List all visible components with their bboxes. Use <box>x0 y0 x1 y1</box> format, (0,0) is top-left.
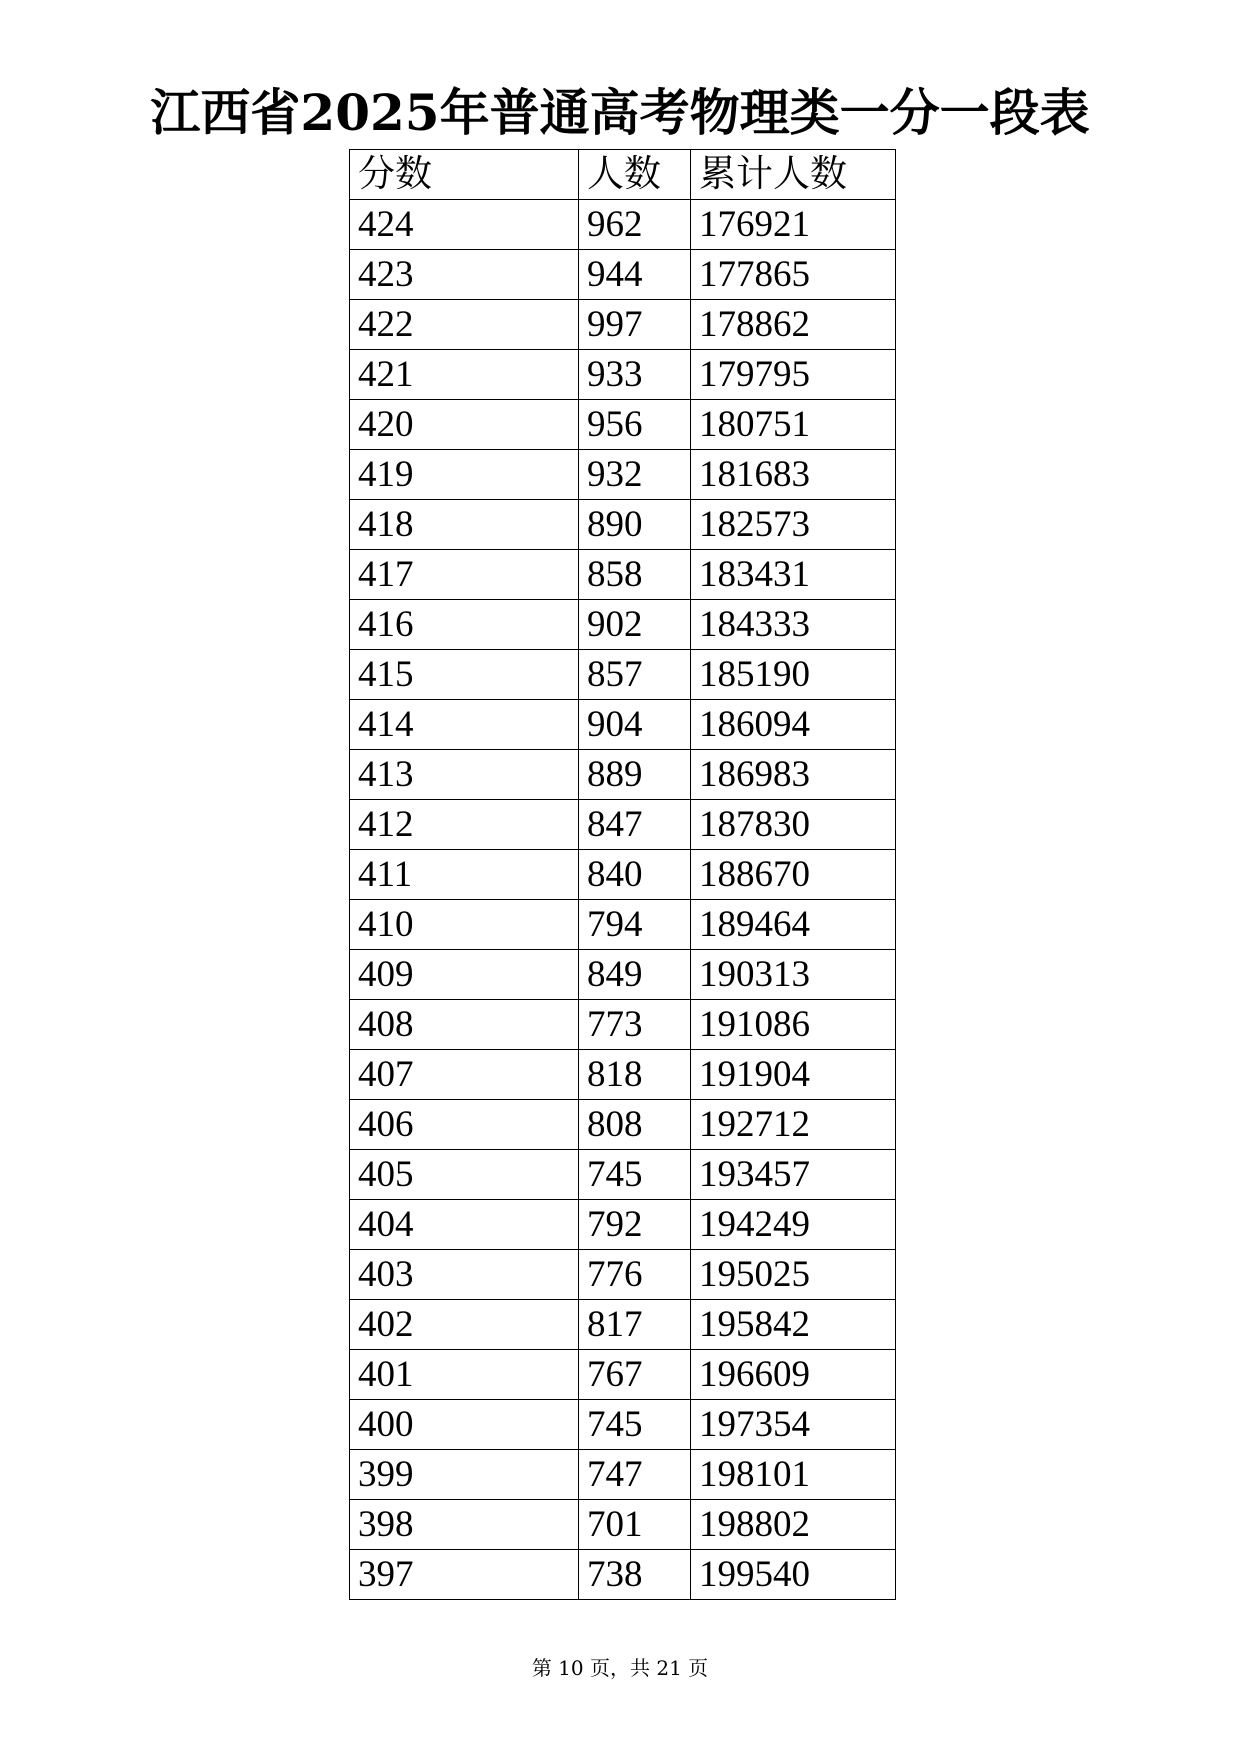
table-row <box>350 950 896 1000</box>
cell-cumulative: 191086 <box>691 1000 896 1050</box>
cell-cumulative: 176921 <box>691 200 896 250</box>
cell-score: 423 <box>350 250 579 300</box>
cell-count: 817 <box>579 1300 691 1350</box>
cell-score: 419 <box>350 450 579 500</box>
cell-count: 745 <box>579 1400 691 1450</box>
cell-cumulative: 197354 <box>691 1400 896 1450</box>
table-row <box>350 900 896 950</box>
table-row <box>350 400 896 450</box>
cell-count: 904 <box>579 700 691 750</box>
cell-cumulative: 194249 <box>691 1200 896 1250</box>
cell-cumulative: 186983 <box>691 750 896 800</box>
cell-score: 402 <box>350 1300 579 1350</box>
cell-count: 792 <box>579 1200 691 1250</box>
table-row <box>350 700 896 750</box>
cell-count: 767 <box>579 1350 691 1400</box>
cell-count: 890 <box>579 500 691 550</box>
cell-count: 818 <box>579 1050 691 1100</box>
table-row <box>350 1400 896 1450</box>
cell-count: 701 <box>579 1500 691 1550</box>
cell-score: 410 <box>350 900 579 950</box>
table-row <box>350 1300 896 1350</box>
cell-cumulative: 198802 <box>691 1500 896 1550</box>
cell-score: 406 <box>350 1100 579 1150</box>
cell-score: 399 <box>350 1450 579 1500</box>
header-count: 人数 <box>579 150 691 200</box>
table-row <box>350 1000 896 1050</box>
table-row <box>350 200 896 250</box>
table-header-row <box>350 150 896 200</box>
cell-score: 422 <box>350 300 579 350</box>
table-row <box>350 1200 896 1250</box>
table-row <box>350 350 896 400</box>
cell-cumulative: 189464 <box>691 900 896 950</box>
cell-score: 408 <box>350 1000 579 1050</box>
table-row <box>350 1250 896 1300</box>
cell-score: 418 <box>350 500 579 550</box>
header-cumulative: 累计人数 <box>691 150 896 200</box>
cell-count: 847 <box>579 800 691 850</box>
cell-cumulative: 179795 <box>691 350 896 400</box>
cell-count: 944 <box>579 250 691 300</box>
cell-count: 745 <box>579 1150 691 1200</box>
table-row <box>350 500 896 550</box>
cell-cumulative: 187830 <box>691 800 896 850</box>
cell-count: 849 <box>579 950 691 1000</box>
cell-count: 776 <box>579 1250 691 1300</box>
cell-cumulative: 177865 <box>691 250 896 300</box>
table-row <box>350 750 896 800</box>
cell-cumulative: 198101 <box>691 1450 896 1500</box>
cell-count: 932 <box>579 450 691 500</box>
cell-score: 415 <box>350 650 579 700</box>
cell-score: 404 <box>350 1200 579 1250</box>
cell-count: 933 <box>579 350 691 400</box>
table-row <box>350 600 896 650</box>
page-footer: 第 10 页，共 21 页 <box>531 1656 709 1680</box>
cell-score: 414 <box>350 700 579 750</box>
cell-cumulative: 190313 <box>691 950 896 1000</box>
table-row <box>350 450 896 500</box>
cell-count: 962 <box>579 200 691 250</box>
cell-count: 808 <box>579 1100 691 1150</box>
cell-cumulative: 184333 <box>691 600 896 650</box>
cell-count: 857 <box>579 650 691 700</box>
table-row <box>350 1350 896 1400</box>
cell-count: 858 <box>579 550 691 600</box>
table-row <box>350 1050 896 1100</box>
cell-count: 794 <box>579 900 691 950</box>
cell-count: 840 <box>579 850 691 900</box>
table-row <box>350 1550 896 1600</box>
cell-cumulative: 180751 <box>691 400 896 450</box>
table-row <box>350 250 896 300</box>
cell-score: 397 <box>350 1550 579 1600</box>
table-row <box>350 650 896 700</box>
table-row <box>350 1500 896 1550</box>
cell-cumulative: 195842 <box>691 1300 896 1350</box>
cell-cumulative: 185190 <box>691 650 896 700</box>
cell-cumulative: 181683 <box>691 450 896 500</box>
cell-count: 997 <box>579 300 691 350</box>
cell-score: 412 <box>350 800 579 850</box>
table-row <box>350 800 896 850</box>
cell-cumulative: 178862 <box>691 300 896 350</box>
cell-count: 773 <box>579 1000 691 1050</box>
cell-cumulative: 195025 <box>691 1250 896 1300</box>
cell-cumulative: 191904 <box>691 1050 896 1100</box>
cell-cumulative: 188670 <box>691 850 896 900</box>
table-row <box>350 300 896 350</box>
cell-count: 738 <box>579 1550 691 1600</box>
table-row <box>350 850 896 900</box>
cell-score: 407 <box>350 1050 579 1100</box>
cell-cumulative: 196609 <box>691 1350 896 1400</box>
table-row <box>350 550 896 600</box>
cell-score: 401 <box>350 1350 579 1400</box>
cell-score: 416 <box>350 600 579 650</box>
cell-score: 424 <box>350 200 579 250</box>
cell-cumulative: 186094 <box>691 700 896 750</box>
cell-score: 403 <box>350 1250 579 1300</box>
header-score: 分数 <box>350 150 579 200</box>
cell-count: 747 <box>579 1450 691 1500</box>
cell-cumulative: 182573 <box>691 500 896 550</box>
cell-score: 413 <box>350 750 579 800</box>
cell-cumulative: 192712 <box>691 1100 896 1150</box>
score-distribution-table <box>349 149 896 1600</box>
table-row <box>350 1150 896 1200</box>
table-row <box>350 1100 896 1150</box>
cell-score: 409 <box>350 950 579 1000</box>
cell-score: 421 <box>350 350 579 400</box>
cell-cumulative: 183431 <box>691 550 896 600</box>
table-row <box>350 1450 896 1500</box>
cell-score: 400 <box>350 1400 579 1450</box>
cell-cumulative: 199540 <box>691 1550 896 1600</box>
cell-score: 405 <box>350 1150 579 1200</box>
cell-count: 902 <box>579 600 691 650</box>
page-title: 江西省2025年普通高考物理类一分一段表 <box>150 83 1090 142</box>
cell-count: 956 <box>579 400 691 450</box>
cell-cumulative: 193457 <box>691 1150 896 1200</box>
cell-score: 411 <box>350 850 579 900</box>
cell-score: 398 <box>350 1500 579 1550</box>
cell-score: 420 <box>350 400 579 450</box>
cell-score: 417 <box>350 550 579 600</box>
cell-count: 889 <box>579 750 691 800</box>
